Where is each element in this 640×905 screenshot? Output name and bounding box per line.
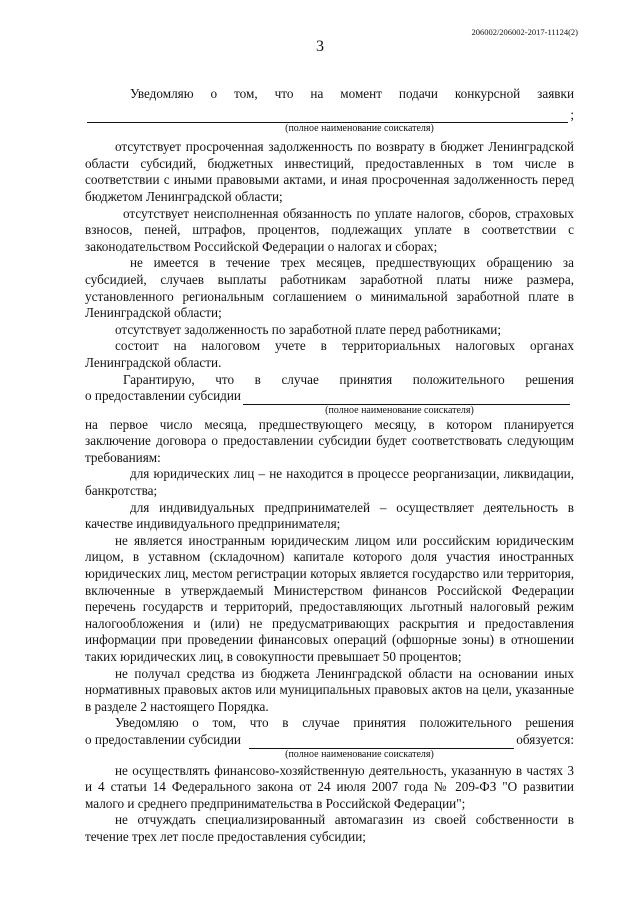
paragraph-no-business-activity: не осуществлять финансово-хозяйственную деятельность, указанную в частях 3 и 4 статьи 14 Федерального закона от 24 июля 2007 года № 209-ФЗ "О развитии малого и среднего предпринимательства в Российской Федерации"; (85, 762, 574, 811)
paragraph-no-alienation: не отчуждать специализированный автомагазин из своей собственности в течение трех лет после предоставления субсидии; (85, 812, 574, 844)
guarantee-line: Гарантирую, что в случае принятия положительного решения (123, 371, 574, 387)
paragraph-first-day-requirements: на первое число месяца, предшествующего месяцу, в котором планируется заключение договора о предоставлении субсидии будет соответствовать следующим требованиям: (85, 416, 574, 465)
paragraph-tax-registration: состоит на налоговом учете в территориальных налоговых органах Ленинградской области. (85, 338, 574, 370)
applicant-name-line-3 (85, 732, 574, 749)
paragraph-no-tax-obligation: отсутствует неисполненная обязанность по уплате налогов, сборов, страховых взносов, пеней, штрафов, процентов, подлежащих уплате в соответствии с законодательством Российской Федерации о налогах и сборах; (85, 205, 574, 254)
document-body (85, 86, 574, 846)
caption-applicant-2: (полное наименование соискателя) (325, 404, 474, 416)
applicant-name-line-2 (85, 388, 574, 405)
blank-rule (87, 108, 568, 123)
notify-paragraph-2: Уведомляю о том, что в случае принятия положительного решения (115, 715, 574, 731)
blank-rule (249, 734, 514, 749)
caption-applicant-1: (полное наименование соискателя) (285, 123, 434, 135)
notify-paragraph-1: Уведомляю о том, что на момент подачи конкурсной заявки (130, 86, 574, 101)
line-end-semicolon: ; (570, 106, 574, 122)
obligates-text: обязуется: (516, 731, 574, 747)
paragraph-legal-entities: для юридических лиц – не находится в процессе реорганизации, ликвидации, банкротства; (85, 466, 574, 499)
guarantee-subsidy-text: о предоставлении субсидии (85, 388, 241, 404)
paragraph-no-wage-debt: отсутствует задолженность по заработной плате перед работниками; (115, 321, 501, 337)
applicant-name-line-1 (85, 107, 574, 124)
caption-applicant-3: (полное наименование соискателя) (285, 748, 434, 760)
paragraph-wages: не имеется в течение трех месяцев, предшествующих обращению за субсидией, случаев выплаты работникам заработной платы ниже размера, установленного региональным соглашением о минимальной заработной плате в Ленинградской области; (85, 255, 574, 321)
paragraph-no-overdue-debt: отсутствует просроченная задолженность по возврату в бюджет Ленинградской области субсидий, бюджетных инвестиций, предоставленных в том числе в соответствии с иными правовыми актами, и иная просроченная задолженность перед бюджетом Ленинградской области; (85, 139, 574, 204)
paragraph-individual-entrepreneurs: для индивидуальных предпринимателей – осуществляет деятельность в качестве индивидуального предпринимателя; (85, 499, 574, 532)
blank-rule (243, 390, 570, 405)
notify-subsidy-text: о предоставлении субсидии (85, 731, 241, 747)
page-number: 3 (316, 38, 324, 55)
document-id: 206002/206002-2017-11124(2) (471, 27, 578, 37)
paragraph-no-other-budget-funds: не получал средства из бюджета Ленинградской области на основании иных нормативных правовых актов или муниципальных правовых актов на цели, указанные в разделе 2 настоящего Порядка. (85, 665, 574, 714)
paragraph-not-foreign-entity: не является иностранным юридическим лицом или российским юридическим лицом, в уставном (складочном) капитале которого доля участия иностранных юридических лиц, местом регистрации которых является государство или территория, включенные в утверждаемый Министерством финансов Российской Федерации перечень государств и территорий, предоставляющих льготный налоговый режим налогообложения и (или) не предусматривающих раскрытия и предоставления информации при проведении финансовых операций (офшорные зоны) в отношении таких юридических лиц, в совокупности превышает 50 процентов; (85, 532, 574, 664)
